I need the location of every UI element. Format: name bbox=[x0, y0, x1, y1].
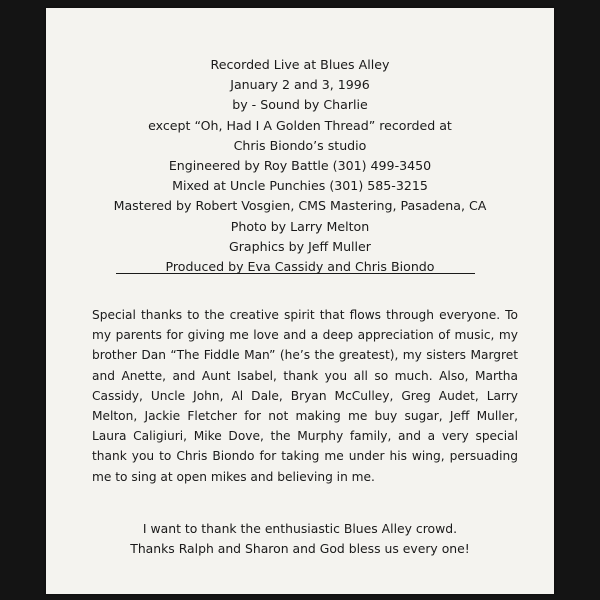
closing-line: Thanks Ralph and Sharon and God bless us every one! bbox=[130, 541, 470, 557]
thanks-paragraph: Special thanks to the creative spirit that flows through everyone. To my parents for giving me love and a deep appreciation of music, my brother Dan “The Fiddle Man” (he’s the greatest), my sisters Margret and Anette, and Aunt Isabel, thank you all so much. Also, Martha Cassidy, Uncle John, Al Dale, Bryan McCulley, Greg Audet, Larry Melton, Jackie Fletcher for not making me buy sugar, Jeff Muller, Laura Caligiuri, Mike Dove, the Murphy family, and a very special thank you to Chris Biondo for taking me under his wing, persuading me to sing at open mikes and believing in me. bbox=[92, 308, 518, 484]
divider-rule bbox=[116, 273, 475, 274]
credit-line: Engineered by Roy Battle (301) 499-3450 bbox=[168, 158, 432, 174]
credit-line: except “Oh, Had I A Golden Thread” recorded at bbox=[148, 117, 452, 133]
credit-line: Photo by Larry Melton bbox=[230, 218, 370, 234]
credit-line: Graphics by Jeff Muller bbox=[229, 238, 371, 254]
credit-line: Produced by Eva Cassidy and Chris Biondo bbox=[165, 259, 435, 275]
credit-line: Mastered by Robert Vosgien, CMS Mastering, Pasadena, CA bbox=[113, 198, 487, 214]
liner-notes-page bbox=[46, 8, 554, 594]
credit-line: by - Sound by Charlie bbox=[232, 97, 368, 113]
closing-block bbox=[46, 519, 554, 559]
closing-line: I want to thank the enthusiastic Blues Alley crowd. bbox=[142, 521, 458, 536]
credit-line: Chris Biondo’s studio bbox=[233, 137, 367, 153]
credit-line: Recorded Live at Blues Alley bbox=[210, 57, 390, 72]
credit-line: Mixed at Uncle Punchies (301) 585-3215 bbox=[172, 178, 428, 194]
credits-block bbox=[46, 55, 554, 277]
credit-line: January 2 and 3, 1996 bbox=[230, 77, 370, 93]
